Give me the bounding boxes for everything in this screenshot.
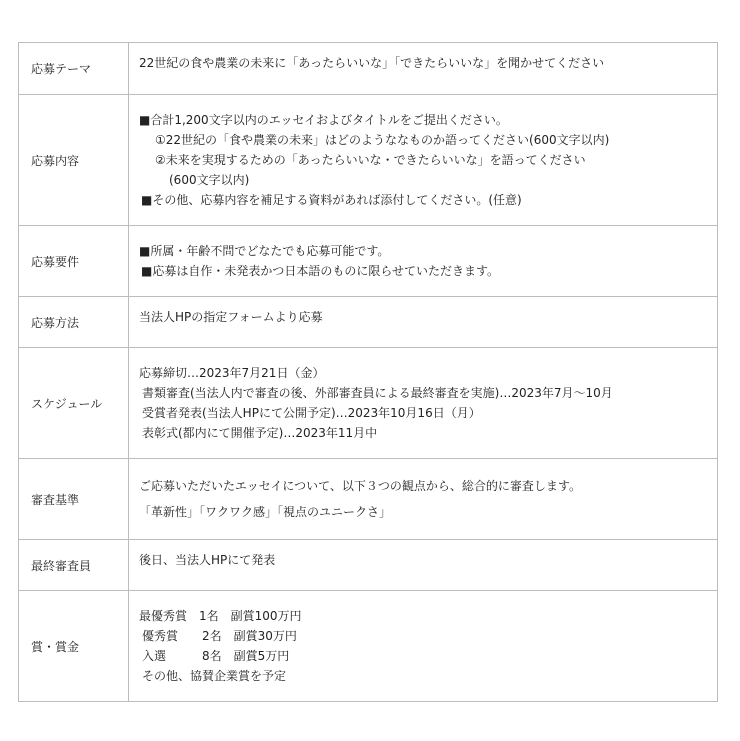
prize-selection: 入選 8名 副賞5万円 <box>142 649 290 663</box>
row-label-theme: 応募テーマ <box>19 43 129 95</box>
criteria-points: 「革新性」「ワクワク感」「視点のユニークさ」 <box>139 505 392 519</box>
row-value-theme <box>129 43 718 95</box>
content-line-total: ■合計1,200文字以内のエッセイおよびタイトルをご提出ください。 <box>139 113 508 127</box>
application-details-table <box>18 42 718 702</box>
prize-excellence: 優秀賞 2名 副賞30万円 <box>142 629 297 643</box>
row-value-criteria <box>129 459 718 540</box>
content-line-item1: ①22世紀の「食や農業の未来」はどのようななものか語ってください(600文字以内) <box>155 133 610 147</box>
row-label-criteria: 審査基準 <box>19 459 129 540</box>
content-line-supplement: ■その他、応募内容を補足する資料があれば添付してください。(任意) <box>141 193 522 207</box>
table-row-method <box>19 297 718 348</box>
application-details-section <box>18 42 718 702</box>
row-label-schedule: スケジュール <box>19 348 129 459</box>
prize-sponsor: その他、協賛企業賞を予定 <box>142 669 287 683</box>
schedule-ceremony: 表彰式(都内にて開催予定)…2023年11月中 <box>142 426 378 440</box>
row-value-schedule <box>129 348 718 459</box>
judges-text: 後日、当法人HPにて発表 <box>139 553 276 567</box>
row-label-prizes: 賞・賞金 <box>19 591 129 702</box>
table-row-criteria <box>19 459 718 540</box>
prize-grand: 最優秀賞 1名 副賞100万円 <box>139 609 302 623</box>
row-label-judges: 最終審査員 <box>19 540 129 591</box>
table-row-content <box>19 95 718 226</box>
schedule-deadline: 応募締切…2023年7月21日（金） <box>139 366 325 380</box>
content-line-item2-limit: (600文字以内) <box>169 173 250 187</box>
table-row-prizes <box>19 591 718 702</box>
row-label-content: 応募内容 <box>19 95 129 226</box>
schedule-screening: 書類審査(当法人内で審査の後、外部審査員による最終審査を実施)…2023年7月〜10月 <box>142 386 613 400</box>
row-value-method <box>129 297 718 348</box>
row-label-method: 応募方法 <box>19 297 129 348</box>
row-value-content <box>129 95 718 226</box>
table-row-schedule <box>19 348 718 459</box>
criteria-intro: ご応募いただいたエッセイについて、以下３つの観点から、総合的に審査します。 <box>139 479 581 493</box>
theme-text: 22世紀の食や農業の未来に「あったらいいな」「できたらいいな」を聞かせてください <box>139 56 605 70</box>
table-row-theme <box>19 43 718 95</box>
row-value-requirements <box>129 226 718 297</box>
row-value-prizes <box>129 591 718 702</box>
row-label-requirements: 応募要件 <box>19 226 129 297</box>
table-row-requirements <box>19 226 718 297</box>
schedule-announcement: 受賞者発表(当法人HPにて公開予定)…2023年10月16日（月） <box>142 406 481 420</box>
content-line-item2: ②未来を実現するための「あったらいいな・できたらいいな」を語ってください <box>155 153 586 167</box>
method-text: 当法人HPの指定フォームより応募 <box>139 310 323 324</box>
requirements-line-2: ■応募は自作・未発表かつ日本語のものに限らせていただきます。 <box>141 264 500 278</box>
row-value-judges <box>129 540 718 591</box>
table-row-judges <box>19 540 718 591</box>
requirements-line-1: ■所属・年齢不問でどなたでも応募可能です。 <box>139 244 390 258</box>
